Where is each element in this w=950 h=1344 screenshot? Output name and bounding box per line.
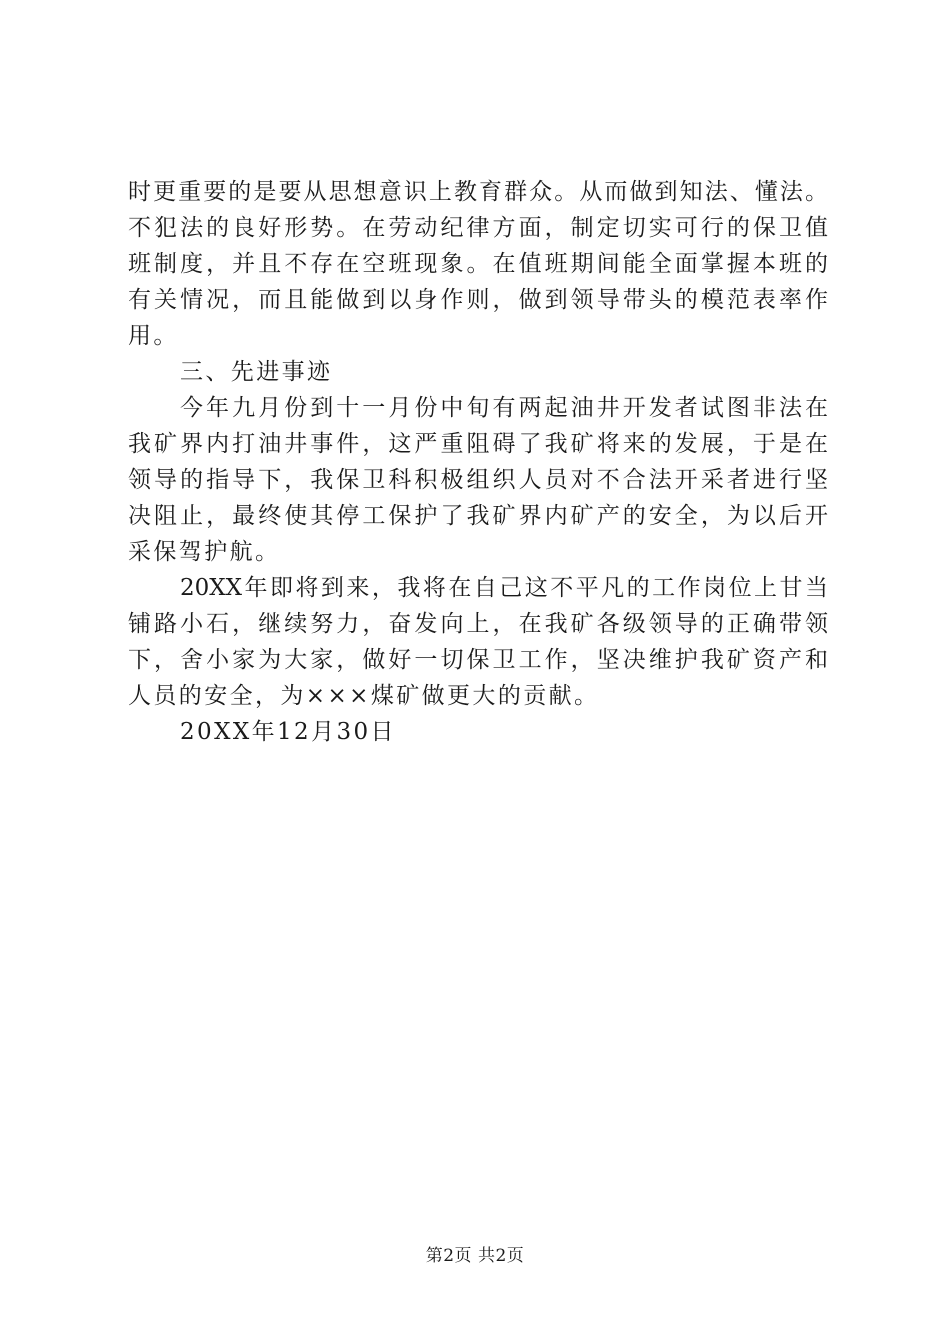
- body-line: 人员的安全，为×××煤矿做更大的贡献。: [128, 683, 600, 709]
- date-line: 20XX年12月30日: [180, 719, 396, 745]
- body-line: 下，舍小家为大家，做好一切保卫工作，坚决维护我矿资产和: [128, 647, 828, 673]
- section-heading: 三、先进事迹: [180, 359, 333, 385]
- document-body: [128, 174, 828, 750]
- body-line: 20XX年即将到来，我将在自己这不平凡的工作岗位上甘当: [180, 575, 828, 601]
- body-line: 领导的指导下，我保卫科积极组织人员对不合法开采者进行坚: [128, 467, 828, 493]
- body-line: 铺路小石，继续努力，奋发向上，在我矿各级领导的正确带领: [128, 611, 828, 637]
- page-footer: 第2页 共2页: [425, 1246, 525, 1266]
- body-line: 有关情况，而且能做到以身作则，做到领导带头的模范表率作: [128, 287, 828, 313]
- body-line: 时更重要的是要从思想意识上教育群众。从而做到知法、懂法。: [128, 179, 828, 205]
- body-line: 不犯法的良好形势。在劳动纪律方面，制定切实可行的保卫值: [128, 215, 828, 241]
- body-line: 用。: [128, 323, 179, 349]
- body-line: 我矿界内打油井事件，这严重阻碍了我矿将来的发展，于是在: [128, 431, 828, 457]
- body-line: 采保驾护航。: [128, 539, 281, 565]
- body-line: 决阻止，最终使其停工保护了我矿界内矿产的安全，为以后开: [128, 503, 828, 529]
- body-line: 班制度，并且不存在空班现象。在值班期间能全面掌握本班的: [128, 251, 828, 277]
- body-line: 今年九月份到十一月份中旬有两起油井开发者试图非法在: [180, 395, 828, 421]
